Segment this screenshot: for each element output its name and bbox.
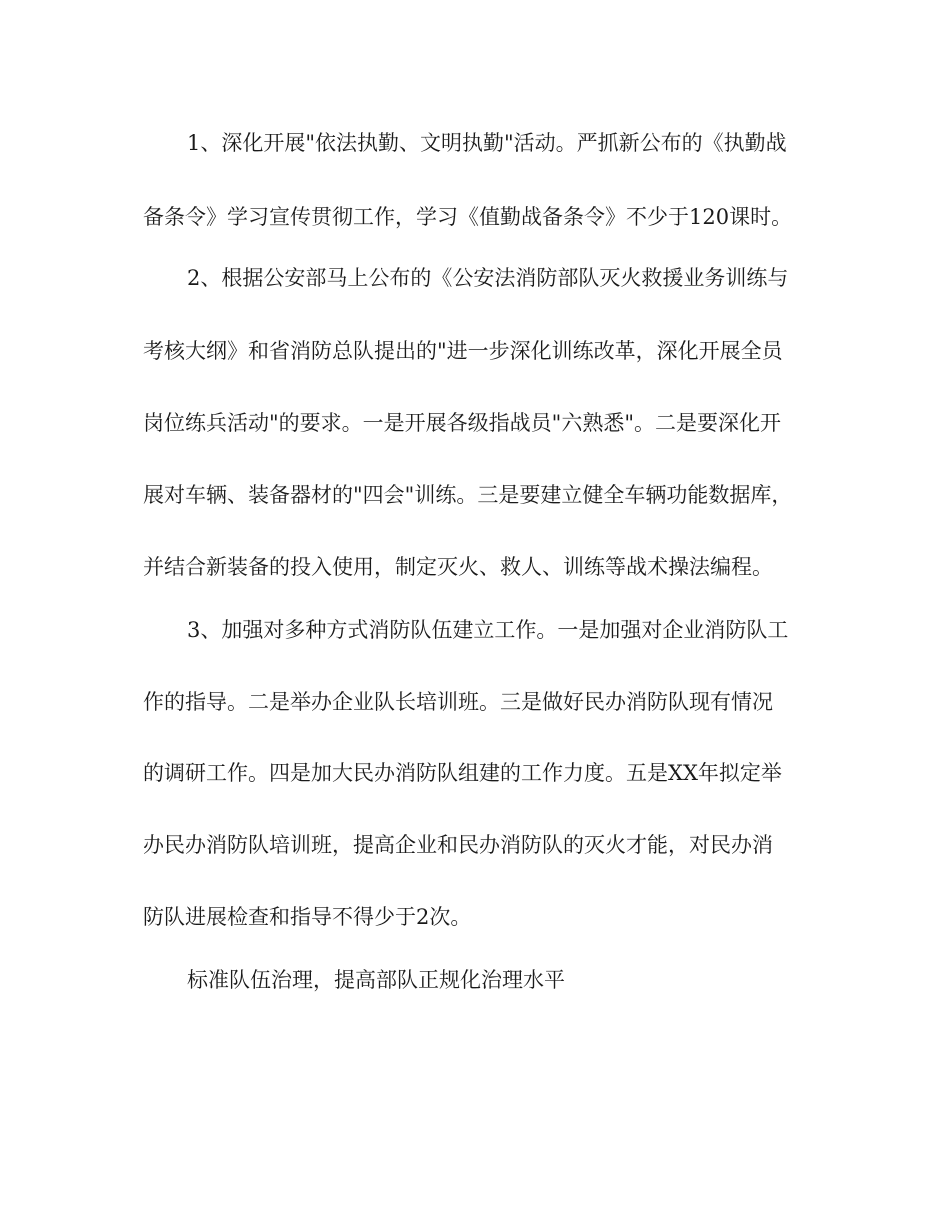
paragraph-3-line-4: 办民办消防队培训班，提高企业和民办消防队的灭火才能，对民办消 xyxy=(143,833,773,857)
paragraph-1-line-1: 1、深化开展"依法执勤、文明执勤"活动。严抓新公布的《执勤战 xyxy=(187,131,787,155)
paragraph-1-line-2: 备条令》学习宣传贯彻工作，学习《值勤战备条令》不少于120课时。 xyxy=(143,205,793,229)
paragraph-3-line-2: 作的指导。二是举办企业队长培训班。三是做好民办消防队现有情况 xyxy=(143,690,773,714)
paragraph-2-line-1: 2、根据公安部马上公布的《公安法消防部队灭火救援业务训练与 xyxy=(187,266,789,290)
paragraph-3-line-1: 3、加强对多种方式消防队伍建立工作。一是加强对企业消防队工 xyxy=(187,618,789,642)
paragraph-2-line-3: 岗位练兵活动"的要求。一是开展各级指战员"六熟悉"。二是要深化开 xyxy=(143,411,781,435)
paragraph-3-line-3: 的调研工作。四是加大民办消防队组建的工作力度。五是XX年拟定举 xyxy=(143,761,782,785)
paragraph-3-line-5: 防队进展检查和指导不得少于2次。 xyxy=(143,905,472,929)
paragraph-2-line-4: 展对车辆、装备器材的"四会"训练。三是要建立健全车辆功能数据库， xyxy=(143,483,793,507)
paragraph-2-line-2: 考核大纲》和省消防总队提出的"进一步深化训练改革，深化开展全员 xyxy=(143,339,783,363)
paragraph-2-line-5: 并结合新装备的投入使用，制定灭火、救人、训练等战术操法编程。 xyxy=(143,555,773,579)
section-heading: 标准队伍治理，提高部队正规化治理水平 xyxy=(187,968,565,992)
